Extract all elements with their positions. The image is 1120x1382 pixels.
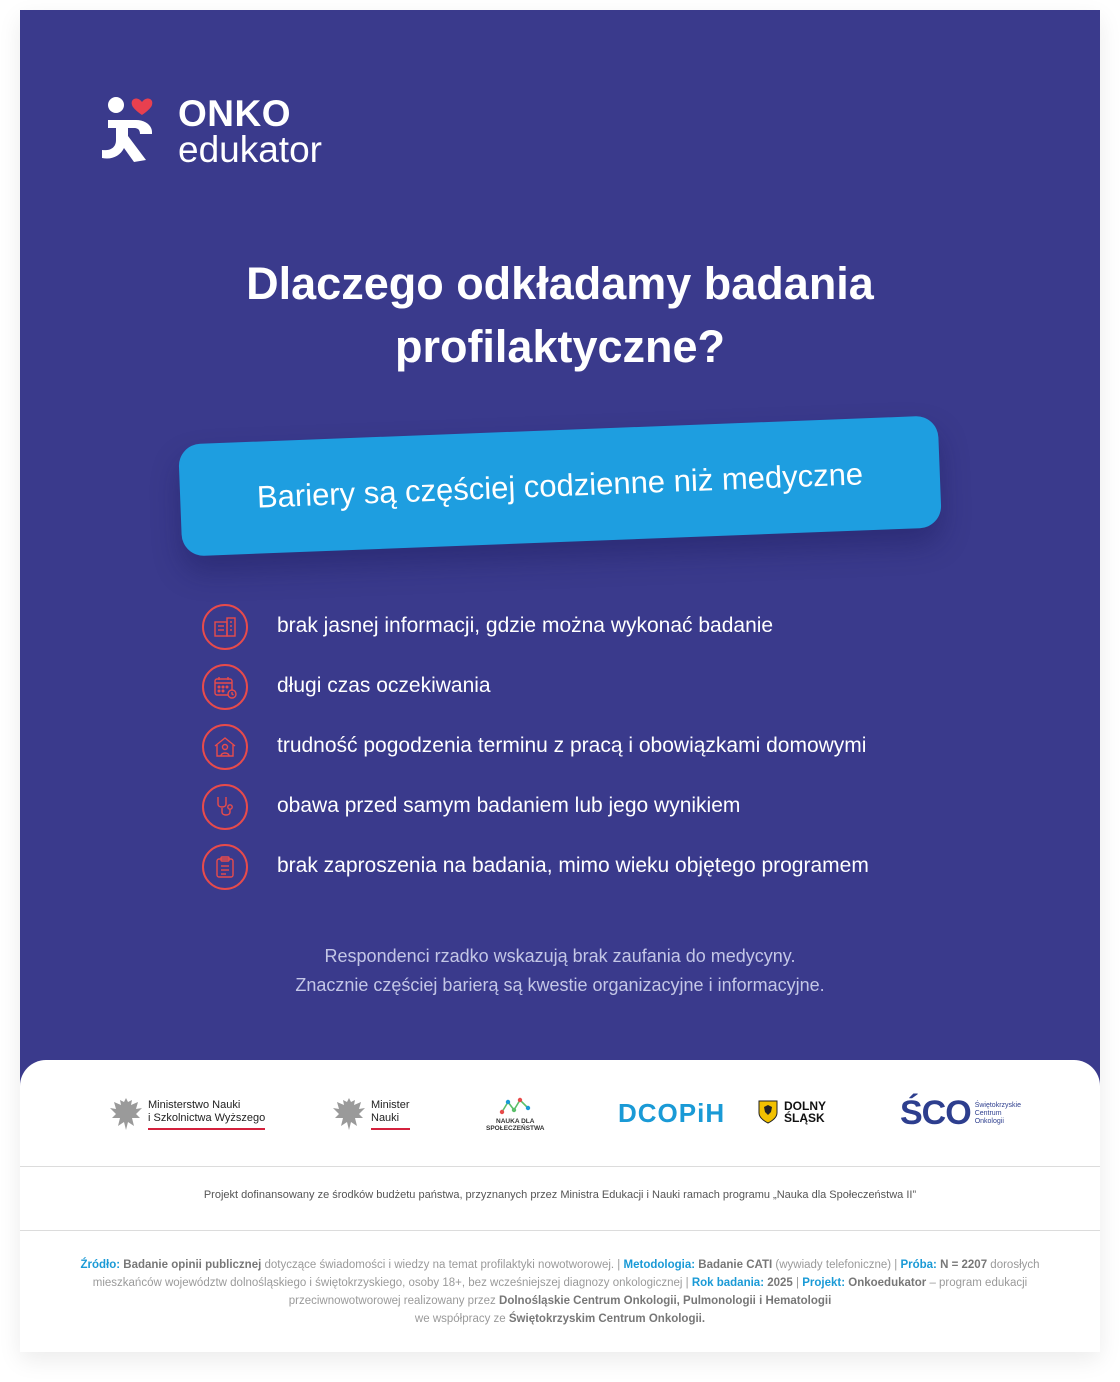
barrier-label: brak jasnej informacji, gdzie można wykonać badanie <box>277 614 774 637</box>
banner-text: Bariery są częściej codzienne niż medyczne <box>256 456 864 515</box>
year-key: Rok badania: <box>691 1277 765 1289</box>
sco-text: ŚCO <box>900 1094 971 1132</box>
coop-bold: Świętokrzyskim Centrum Onkologii. <box>508 1313 706 1325</box>
poster <box>20 10 1100 1352</box>
network-icon <box>498 1094 532 1118</box>
sample-text: dorosłych mieszkańców województw dolnośląskiego i świętokrzyskiego, osoby 18+, bez wcześniejszej diagnozy onkologicznej | <box>92 1259 1040 1289</box>
sample-key: Próba: <box>900 1259 937 1271</box>
sco-subtext <box>975 1102 1021 1126</box>
coop-text: we współpracy ze <box>414 1313 506 1325</box>
source-bold: Badanie opinii publicznej <box>123 1259 262 1271</box>
clipboard-icon <box>202 844 248 890</box>
barrier-label: obawa przed samym badaniem lub jego wynikiem <box>277 794 741 817</box>
project-text: – program edukacji przeciwnowotworowej realizowany przez <box>288 1277 1028 1307</box>
calendar-clock-icon <box>202 664 248 710</box>
ministry-text <box>148 1099 265 1130</box>
shield-icon <box>758 1100 778 1124</box>
minister-text <box>371 1099 410 1130</box>
project-key: Projekt: <box>802 1277 846 1289</box>
sco-line1: Świętokrzyskie <box>974 1101 1021 1109</box>
barrier-label: długi czas oczekiwania <box>277 674 491 697</box>
page-title: Dlaczego odkładamy badania profilaktyczne? <box>246 258 874 372</box>
headline-banner <box>178 415 942 556</box>
barrier-label: trudność pogodzenia terminu z pracą i obowiązkami domowymi <box>277 734 867 757</box>
dolny-line1: DOLNY <box>784 1099 826 1113</box>
dolny-slask-text <box>784 1100 826 1124</box>
sample-bold: N = 2207 <box>940 1259 988 1271</box>
minister-line1: Minister <box>371 1098 410 1111</box>
sco-line2: Centrum <box>974 1109 1002 1117</box>
dcopih-text: DCOPiH <box>618 1098 726 1128</box>
nds-line1: NAUKA DLA <box>496 1118 535 1125</box>
eagle-icon <box>331 1094 367 1134</box>
minister-logo <box>331 1094 410 1134</box>
partner-logos <box>20 1060 1100 1166</box>
method-bold: Badanie CATI <box>698 1259 773 1271</box>
nds-line2: SPOŁECZEŃSTWA <box>486 1125 545 1132</box>
dcopih-logo <box>618 1098 725 1129</box>
barrier-item <box>202 724 982 784</box>
separator: | <box>796 1277 800 1289</box>
ministry-logo <box>108 1094 265 1134</box>
divider <box>20 1230 1100 1231</box>
method-key: Metodologia: <box>623 1259 696 1271</box>
note-line: Respondenci rzadko wskazują brak zaufania do medycyny. <box>324 946 796 966</box>
funding-note: Projekt dofinansowany ze środków budżetu państwa, przyznanych przez Ministra Edukacji i Nauki ramach programu „Nauka dla Społeczeństwa II” <box>203 1189 917 1201</box>
source-note <box>60 1256 1060 1328</box>
ministry-line1: Ministerstwo Nauki <box>148 1098 241 1111</box>
nauka-dla-spoleczenstwa-logo <box>486 1094 545 1132</box>
footer <box>20 1060 1100 1352</box>
source-text: dotyczące świadomości i wiedzy na temat profilaktyki nowotworowej. | <box>264 1259 621 1271</box>
house-person-icon <box>202 724 248 770</box>
sco-logo <box>900 1094 1021 1133</box>
barrier-list <box>202 604 982 904</box>
barrier-item <box>202 664 982 724</box>
barrier-item <box>202 604 982 664</box>
building-icon <box>202 604 248 650</box>
barrier-label: brak zaproszenia na badania, mimo wieku objętego programem <box>277 854 869 877</box>
hero-section <box>20 10 1100 1090</box>
barrier-item <box>202 784 982 844</box>
center-bold: Dolnośląskie Centrum Onkologii, Pulmonologii i Hematologii <box>499 1295 832 1307</box>
summary-note <box>160 942 960 1000</box>
barrier-item <box>202 844 982 904</box>
note-line: Znacznie częściej barierą są kwestie organizacyjne i informacyjne. <box>295 975 825 995</box>
brand-line2: edukator <box>178 129 322 170</box>
brand-line1: ONKO <box>178 93 291 134</box>
person-heart-icon <box>102 96 164 166</box>
minister-line2: Nauki <box>371 1111 400 1124</box>
project-bold: Onkoedukator <box>848 1277 927 1289</box>
dolny-slask-logo <box>758 1100 826 1124</box>
ministry-line2: i Szkolnictwa Wyższego <box>148 1111 266 1124</box>
source-key: Źródło: <box>80 1259 121 1271</box>
stethoscope-icon <box>202 784 248 830</box>
year-bold: 2025 <box>767 1277 793 1289</box>
dolny-line2: ŚLĄSK <box>784 1111 825 1125</box>
nds-text <box>486 1118 545 1132</box>
method-text: (wywiady telefoniczne) | <box>775 1259 898 1271</box>
divider <box>20 1166 1100 1167</box>
eagle-icon <box>108 1094 144 1134</box>
sco-line3: Onkologii <box>974 1117 1004 1125</box>
